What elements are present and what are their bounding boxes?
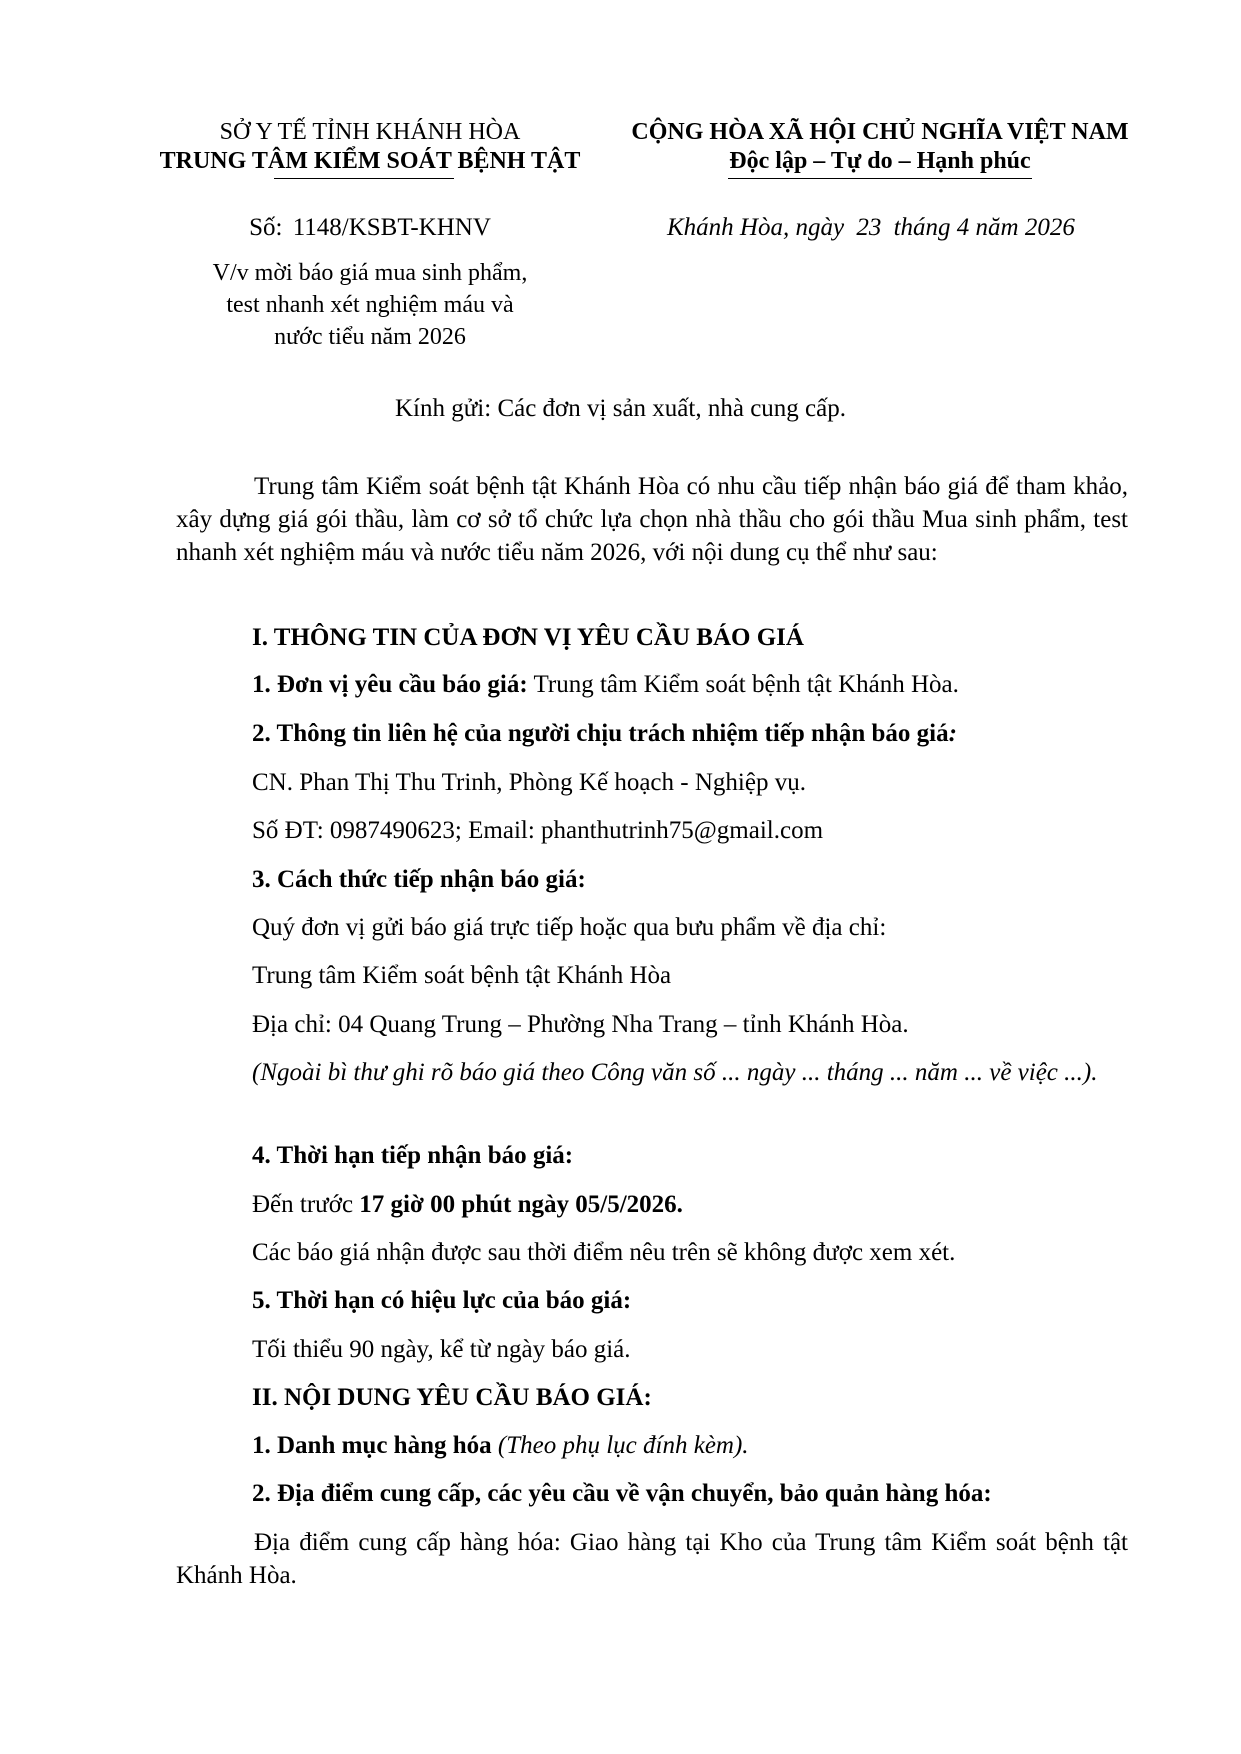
date-line [667,212,1075,245]
envelope-note-block [176,1057,1128,1090]
section-1-item-3: 3. Cách thức tiếp nhận báo giá: [252,866,586,893]
unit-underline [274,178,454,179]
intro-block [176,471,1128,569]
section-2-item-2: 2. Địa điểm cung cấp, các yêu cầu về vận chuyển, bảo quản hàng hóa: [252,1480,992,1507]
method-line: Quý đơn vị gửi báo giá trực tiếp hoặc qua bưu phẩm về địa chỉ: [252,914,887,941]
unit-name: TRUNG TÂM KIỂM SOÁT BỆNH TẬT [159,148,581,174]
delivery-block [176,1527,1128,1593]
envelope-note: (Ngoài bì thư ghi rõ báo giá theo Công văn số ... ngày ... tháng ... năm ... về việc ...). [252,1059,1098,1086]
item-2-label: 2. Thông tin liên hệ của người chịu trách nhiệm tiếp nhận báo giá [252,720,949,747]
goods-list-label: 1. Danh mục hàng hóa [252,1432,492,1459]
date-day: 23 [856,214,882,241]
goods-list-note: (Theo phụ lục đính kèm). [491,1432,749,1459]
section-1-item-1 [252,669,959,702]
intro-paragraph: Trung tâm Kiểm soát bệnh tật Khánh Hòa có nhu cầu tiếp nhận báo giá để tham khảo, xây dựng giá gói thầu, làm cơ sở tổ chức lựa chọn nhà thầu cho gói thầu Mua sinh phẩm, test nhanh xét nghiệm máu và nước tiểu năm 2026, với nội dung cụ thể như sau: [176,473,1128,566]
nation-title: CỘNG HÒA XÃ HỘI CHỦ NGHĨA VIỆT NAM [631,119,1129,145]
section-2-item-1 [252,1430,749,1463]
section-1-title: I. THÔNG TIN CỦA ĐƠN VỊ YÊU CẦU BÁO GIÁ [252,624,804,651]
item-1-label: 1. Đơn vị yêu cầu báo giá: [252,671,528,698]
contact-person: CN. Phan Thị Thu Trinh, Phòng Kế hoạch - Nghiệp vụ. [252,769,806,796]
delivery-paragraph: Địa điểm cung cấp hàng hóa: Giao hàng tại Kho của Trung tâm Kiểm soát bệnh tật Khánh Hòa. [176,1529,1128,1589]
receiver-name: Trung tâm Kiểm soát bệnh tật Khánh Hòa [252,962,672,989]
subject-line-2: test nhanh xét nghiệm máu và [226,292,514,318]
deadline-note: Các báo giá nhận được sau thời điểm nêu trên sẽ không được xem xét. [252,1239,956,1266]
deadline-value: 17 giờ 00 phút ngày 05/5/2026. [359,1191,683,1218]
section-2-title: II. NỘI DUNG YÊU CẦU BÁO GIÁ: [252,1384,652,1411]
document-number [150,212,590,245]
date-suffix: tháng 4 năm 2026 [893,214,1075,241]
number-value: 1148 [292,214,342,241]
receiver-address: Địa chỉ: 04 Quang Trung – Phường Nha Trang – tỉnh Khánh Hòa. [252,1011,909,1038]
date-prefix: Khánh Hòa, ngày [667,214,845,241]
contact-phone-email: Số ĐT: 0987490623; Email: phanthutrinh75@gmail.com [252,817,824,844]
item-2-colon: : [948,720,957,747]
section-1-item-5: 5. Thời hạn có hiệu lực của báo giá: [252,1287,632,1314]
section-1-item-2 [252,718,957,751]
deadline-prefix: Đến trước [252,1191,360,1218]
nation-motto: Độc lập – Tự do – Hạnh phúc [729,148,1031,174]
recipient-line: Kính gửi: Các đơn vị sản xuất, nhà cung cấp. [395,395,846,422]
number-prefix: Số: [249,214,283,241]
deadline-line [252,1189,683,1222]
number-suffix: /KSBT-KHNV [341,214,491,241]
subject-line-3: nước tiểu năm 2026 [274,324,466,350]
subject-line-1: V/v mời báo giá mua sinh phẩm, [212,260,528,286]
agency-name: SỞ Y TẾ TỈNH KHÁNH HÒA [219,119,521,145]
validity-line: Tối thiểu 90 ngày, kể từ ngày báo giá. [252,1336,631,1363]
section-1-item-4: 4. Thời hạn tiếp nhận báo giá: [252,1142,574,1169]
item-1-value: Trung tâm Kiểm soát bệnh tật Khánh Hòa. [527,671,959,698]
motto-underline [728,178,1032,179]
